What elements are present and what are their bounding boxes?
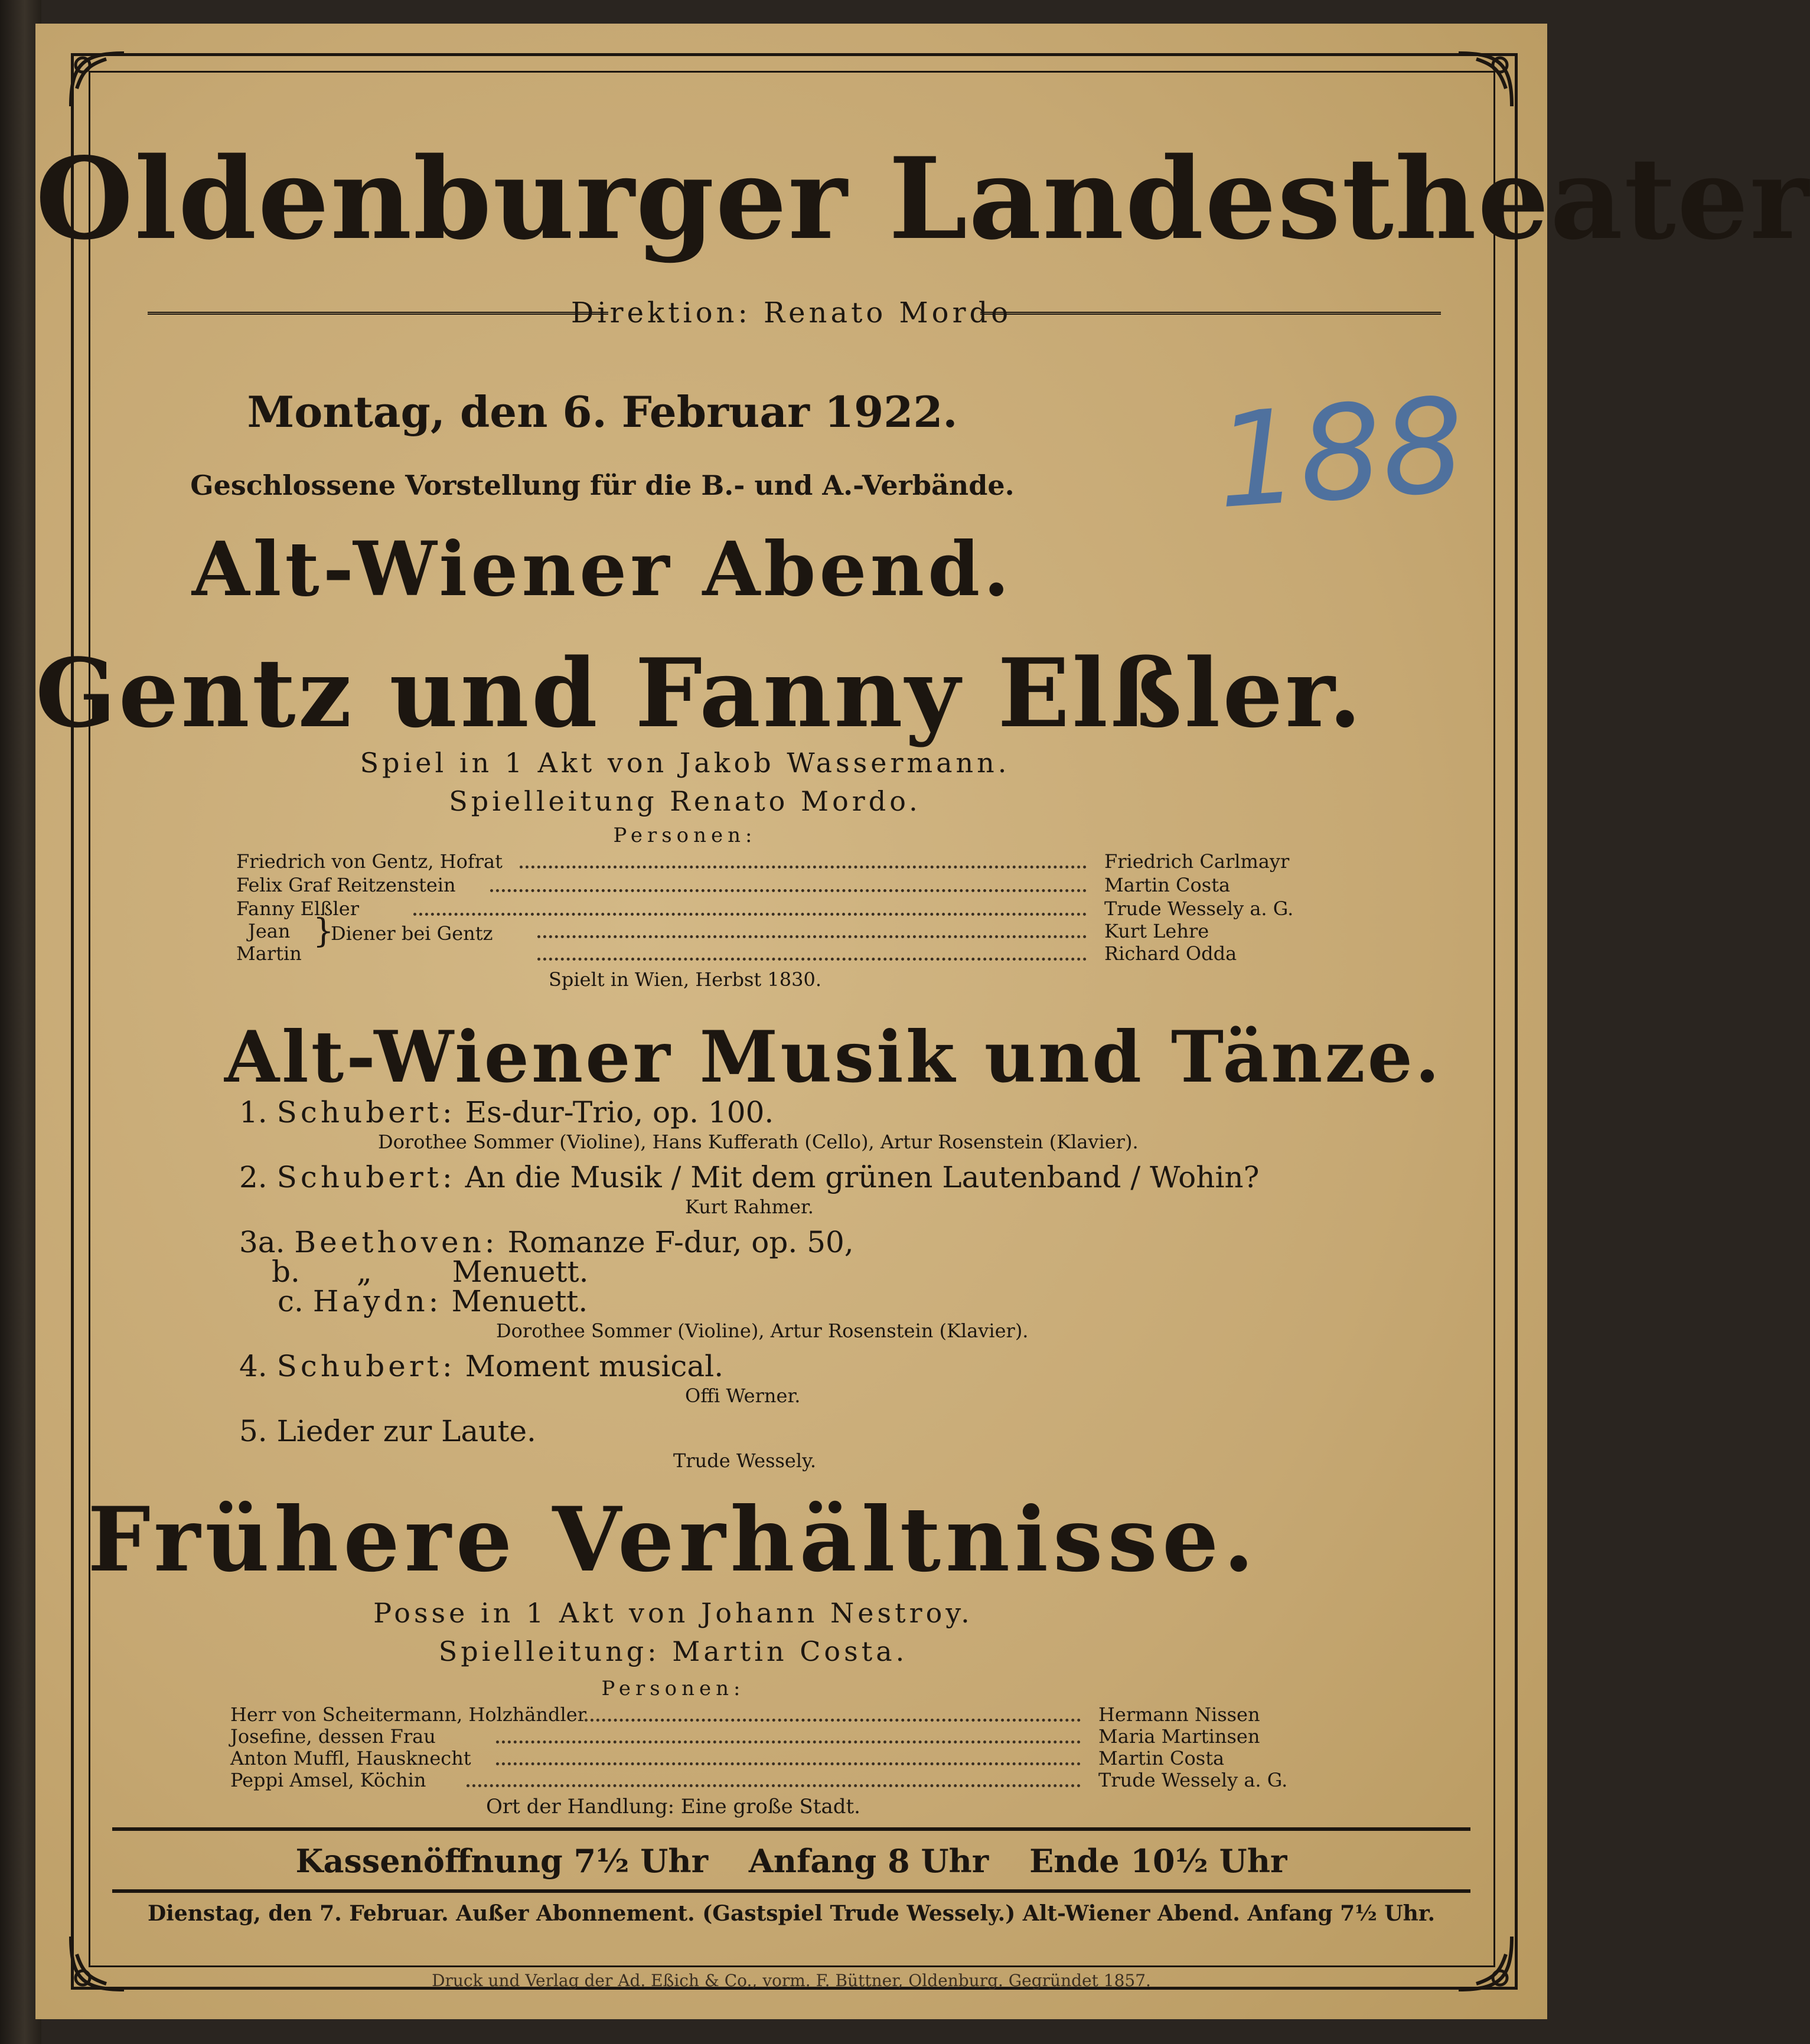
event-date: Montag, den 6. Februar 1922. [247,387,958,437]
corner-ornament-top-right [1453,41,1524,112]
dot-leader [585,1708,1081,1722]
item-number: 3a. [239,1225,285,1259]
work: An die Musik / Mit dem grünen Lautenband / Wohin? [465,1160,1260,1194]
cast-actor: Hermann Nissen [1098,1703,1260,1726]
cast-role: Peppi Amsel, Köchin [230,1769,426,1791]
composer: Schubert: [276,1160,456,1194]
theater-title: Oldenburger Landestheater [35,133,1810,265]
play1-setting: Spielt in Wien, Herbst 1830. [549,968,821,991]
play2-cast-row [230,1747,1305,1771]
corner-ornament-bottom-left [59,1931,130,2001]
play1-direction: Spielleitung Renato Mordo. [449,785,921,817]
play2-persons-heading: Personen: [601,1677,745,1700]
play2-setting: Ort der Handlung: Eine große Stadt. [486,1795,860,1818]
cast-actor: Richard Odda [1104,942,1237,965]
item-number: b. [272,1255,300,1289]
corner-ornament-top-left [59,41,130,112]
item-number: 5. [239,1414,268,1448]
item-number: 4. [239,1349,268,1383]
performers: Kurt Rahmer. [685,1196,814,1218]
dot-leader [490,879,1087,892]
performers: Dorothee Sommer (Violine), Hans Kufferath (Cello), Artur Rosenstein (Klavier). [378,1131,1139,1153]
work: Menuett. [452,1255,589,1289]
playbill-page [35,24,1810,2019]
play1-cast-row [236,874,1311,897]
dot-leader [413,902,1087,916]
next-show-notice: Dienstag, den 7. Februar. Außer Abonnement. (Gastspiel Trude Wessely.) Alt-Wiener Abend. Anfang 7½ Uhr. [147,1901,1436,1926]
rule-bottom [112,1889,1470,1893]
item-number: 1. [239,1095,268,1129]
dot-leader [537,947,1087,961]
play1-cast-row [236,850,1311,874]
cast-role: Josefine, dessen Frau [230,1725,436,1748]
cast-role: Felix Graf Reitzenstein [236,874,456,896]
music-item [239,1160,1259,1194]
servants-label: Diener bei Gentz [331,922,493,945]
brace-symbol: } [313,912,334,951]
composer: Schubert: [276,1349,456,1383]
play1-cast-row [236,942,1311,966]
work: Romanze F-dur, op. 50, [507,1225,854,1259]
closed-performance-note: Geschlossene Vorstellung für die B.- und A.-Verbände. [190,469,1015,501]
direction-line: Direktion: Renato Mordo [570,296,1012,329]
music-item [278,1284,588,1318]
music-title: Alt-Wiener Musik und Tänze. [224,1016,1442,1099]
work: Es-dur-Trio, op. 100. [465,1095,774,1129]
cast-actor: Martin Costa [1098,1747,1225,1769]
play2-cast-row [230,1703,1305,1727]
play2-direction: Spielleitung: Martin Costa. [438,1635,908,1667]
performers: Offi Werner. [685,1385,801,1407]
cast-actor: Trude Wessely a. G. [1104,897,1294,920]
end-time: Ende 10½ Uhr [1029,1842,1287,1880]
dot-leader [496,1730,1081,1743]
performers: Trude Wessely. [673,1449,817,1472]
cast-role: Friedrich von Gentz, Hofrat [236,850,503,873]
item-number: c. [278,1284,304,1318]
composer: Beethoven: [294,1225,498,1259]
cast-role: Jean [248,920,291,942]
rule-top [112,1827,1470,1831]
play1-title: Gentz und Fanny Elßler. [35,638,1364,749]
handwritten-number: 188 [1211,369,1470,538]
music-item [239,1095,774,1129]
cast-role: Fanny Elßler [236,897,360,920]
cast-actor: Trude Wessely a. G. [1098,1769,1288,1791]
play1-persons-heading: Personen: [613,824,757,847]
corner-ornament-bottom-right [1453,1931,1524,2001]
music-item [239,1414,536,1448]
play1-cast-row [236,897,1311,921]
box-office-time: Kassenöffnung 7½ Uhr [295,1842,709,1880]
cast-role: Anton Muffl, Hausknecht [230,1747,471,1769]
cast-role: Herr von Scheitermann, Holzhändler [230,1703,586,1726]
play2-subtitle: Posse in 1 Akt von Johann Nestroy. [373,1597,973,1629]
cast-actor: Friedrich Carlmayr [1104,850,1290,873]
work: Lieder zur Laute. [276,1414,536,1448]
item-number: 2. [239,1160,268,1194]
printer-imprint: Druck und Verlag der Ad. Eßich & Co., vorm. F. Büttner, Oldenburg. Gegründet 1857. [432,1971,1151,1990]
play2-cast-row [230,1725,1305,1749]
cast-actor: Martin Costa [1104,874,1231,896]
cast-actor: Maria Martinsen [1098,1725,1260,1748]
performers: Dorothee Sommer (Violine), Artur Rosenstein (Klavier). [496,1320,1029,1342]
play2-cast-row [230,1769,1305,1792]
play2-title: Frühere Verhältnisse. [87,1488,1259,1592]
work: Menuett. [451,1284,588,1318]
ditto-mark: „ [356,1255,372,1289]
evening-title: Alt-Wiener Abend. [191,525,1013,613]
composer: Schubert: [276,1095,456,1129]
music-item [239,1349,723,1383]
cast-role: Martin [236,942,302,965]
dot-leader [520,855,1087,868]
composer: Haydn: [312,1284,442,1318]
times-line [35,1842,1547,1880]
play1-subtitle: Spiel in 1 Akt von Jakob Wassermann. [360,747,1010,779]
start-time: Anfang 8 Uhr [748,1842,989,1880]
work: Moment musical. [465,1349,724,1383]
dot-leader [496,1752,1081,1765]
cast-actor: Kurt Lehre [1104,920,1209,942]
dot-leader [467,1774,1081,1787]
dot-leader [537,925,1087,938]
